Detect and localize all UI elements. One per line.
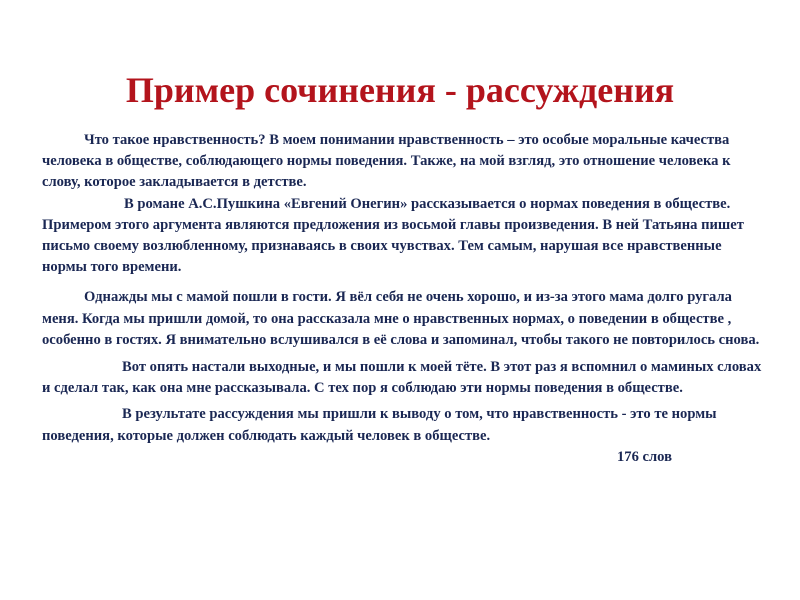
- paragraph-follow-up: Вот опять настали выходные, и мы пошли к моей тёте. В этот раз я вспомнил о маминых словах и сделал так, как она мне рассказывала. С тех пор я соблюдаю эти нормы поведения в обществе.: [42, 359, 762, 397]
- paragraph-literary-argument: В романе А.С.Пушкина «Евгений Онегин» рассказывается о нормах поведения в обществе. Примером этого аргумента являются предложения из восьмой главы произведения. В ней Татьяна пишет письмо своему возлюбленному, признаваясь в своих чувствах. Тем самым, нарушая все нравственные нормы того времени.: [42, 195, 744, 276]
- paragraph-life-example: Однажды мы с мамой пошли в гости. Я вёл себя не очень хорошо, и из-за этого мама долго ругала меня. Когда мы пришли домой, то она рассказала мне о нравственных нормах, о поведении в обществе , особенно в гостях. Я внимательно вслушивался в её слова и запоминал, чтобы такого не повторилось снова.: [42, 289, 760, 348]
- word-count: 176 слов: [616, 448, 672, 465]
- paragraph-intro: Что такое нравственность? В моем понимании нравственность – это особые моральные качества человека в обществе, соблюдающего нормы поведения. Также, на мой взгляд, это отношение человека к слову, которое закладывается в детстве.: [42, 132, 731, 191]
- page-title: Пример сочинения - рассуждения: [125, 70, 675, 110]
- essay-body: [42, 130, 762, 468]
- paragraph-conclusion: В результате рассуждения мы пришли к выводу о том, что нравственность - это те нормы поведения, которые должен соблюдать каждый человек в обществе.: [42, 406, 717, 444]
